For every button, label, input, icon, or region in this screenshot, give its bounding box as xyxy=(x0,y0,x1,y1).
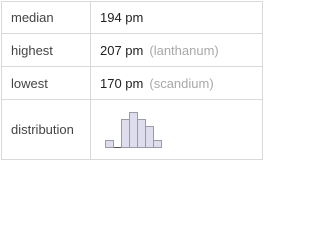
row-value-cell-highest xyxy=(91,34,263,67)
row-label-highest: highest xyxy=(2,34,91,67)
row-label-median: median xyxy=(2,2,91,34)
row-value-lowest: 170 pm xyxy=(100,75,144,91)
table-row-distribution xyxy=(2,100,263,160)
histogram-bar xyxy=(138,119,146,147)
row-note-highest: (lanthanum) xyxy=(149,42,219,58)
histogram-bar xyxy=(130,112,138,147)
histogram-bar xyxy=(146,126,154,147)
row-value-cell-median xyxy=(91,2,263,34)
histogram-bar xyxy=(106,140,114,147)
table-row-highest xyxy=(2,34,263,67)
table-row-median xyxy=(2,2,263,34)
row-value-cell-lowest xyxy=(91,67,263,100)
distribution-histogram xyxy=(102,108,174,152)
table-row-lowest xyxy=(2,67,263,100)
row-label-distribution: distribution xyxy=(2,100,91,160)
histogram-bar xyxy=(122,119,130,147)
histogram-bar xyxy=(154,140,162,147)
data-table-container xyxy=(1,1,262,160)
row-value-cell-distribution xyxy=(91,100,263,160)
row-value-median: 194 pm xyxy=(100,10,144,25)
row-label-lowest: lowest xyxy=(2,67,91,100)
row-value-highest: 207 pm xyxy=(100,42,144,58)
row-note-lowest: (scandium) xyxy=(149,75,214,91)
properties-table xyxy=(1,1,263,160)
